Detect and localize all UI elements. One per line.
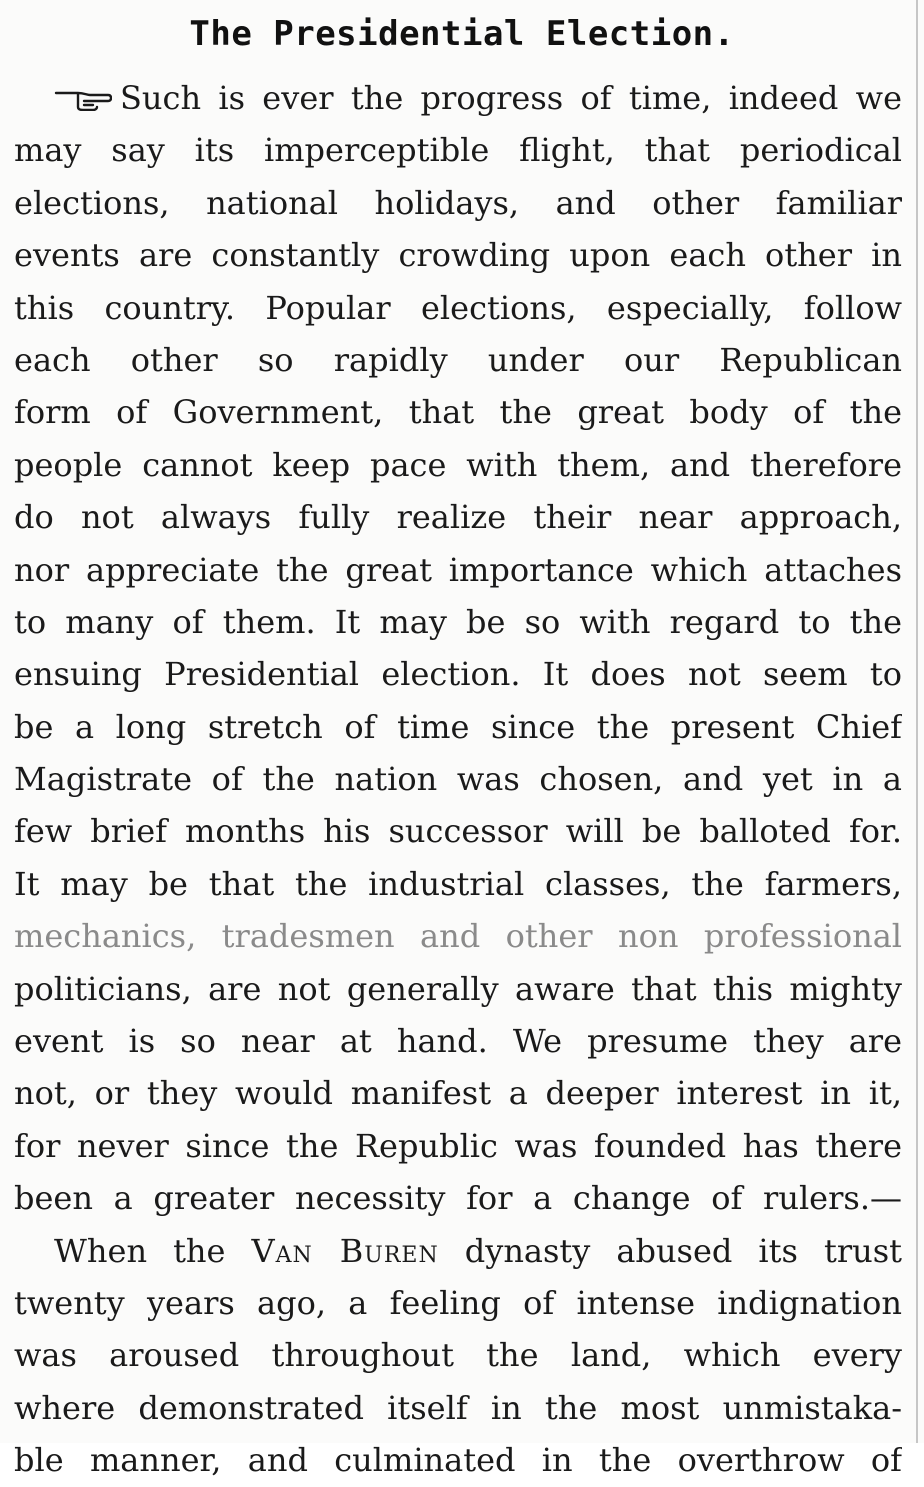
article-line: been a greater necessity for a change of rulers.—	[14, 1179, 902, 1218]
article-line-faded: mechanics, tradesmen and other non professional	[14, 917, 902, 956]
article-line: people cannot keep pace with them, and therefore	[14, 445, 902, 484]
article-line: not, or they would manifest a deeper interest in it,	[14, 1074, 902, 1113]
headline: The Presidential Election.	[189, 14, 735, 54]
dynasty-name: Van Buren	[251, 1231, 439, 1270]
article-line: politicians, are not generally aware that this mighty	[14, 969, 902, 1008]
article-line: to many of them. It may be so with regard to the	[14, 602, 902, 641]
line-text-after: dynasty abused its trust	[464, 1231, 902, 1270]
article-line: may say its imperceptible flight, that periodical	[14, 131, 902, 170]
article-line: Magistrate of the nation was chosen, and yet in a	[14, 760, 902, 799]
column-rule	[916, 0, 918, 1443]
pointing-hand-icon	[54, 85, 112, 111]
article-line: ble manner, and culminated in the overthrow of	[14, 1441, 902, 1480]
article-line	[14, 72, 902, 124]
article-line: do not always fully realize their near approach,	[14, 498, 902, 537]
article-line: events are constantly crowding upon each other in	[14, 236, 902, 275]
article-line: form of Government, that the great body of the	[14, 393, 902, 432]
article-body	[14, 72, 902, 1487]
article-line: nor appreciate the great importance which attaches	[14, 550, 902, 589]
article-line: elections, national holidays, and other familiar	[14, 183, 902, 222]
article-line: event is so near at hand. We presume they are	[14, 1022, 902, 1061]
article-line: be a long stretch of time since the present Chief	[14, 707, 902, 746]
article-line-text: Such is ever the progress of time, indeed we	[120, 79, 902, 117]
article-line: It may be that the industrial classes, the farmers,	[14, 864, 902, 903]
article-line: was aroused throughout the land, which every	[14, 1336, 902, 1375]
article-line: where demonstrated itself in the most unmistaka-	[14, 1388, 902, 1427]
article-line: twenty years ago, a feeling of intense indignation	[14, 1283, 902, 1322]
article-line: for never since the Republic was founded has there	[14, 1126, 902, 1165]
article-line: few brief months his successor will be balloted for.	[14, 812, 902, 851]
line-text-before: When the	[54, 1231, 226, 1270]
article-line: each other so rapidly under our Republican	[14, 340, 902, 379]
article-line	[14, 1225, 902, 1277]
article-line: ensuing Presidential election. It does not seem to	[14, 655, 902, 694]
article-line: this country. Popular elections, especially, follow	[14, 288, 902, 327]
